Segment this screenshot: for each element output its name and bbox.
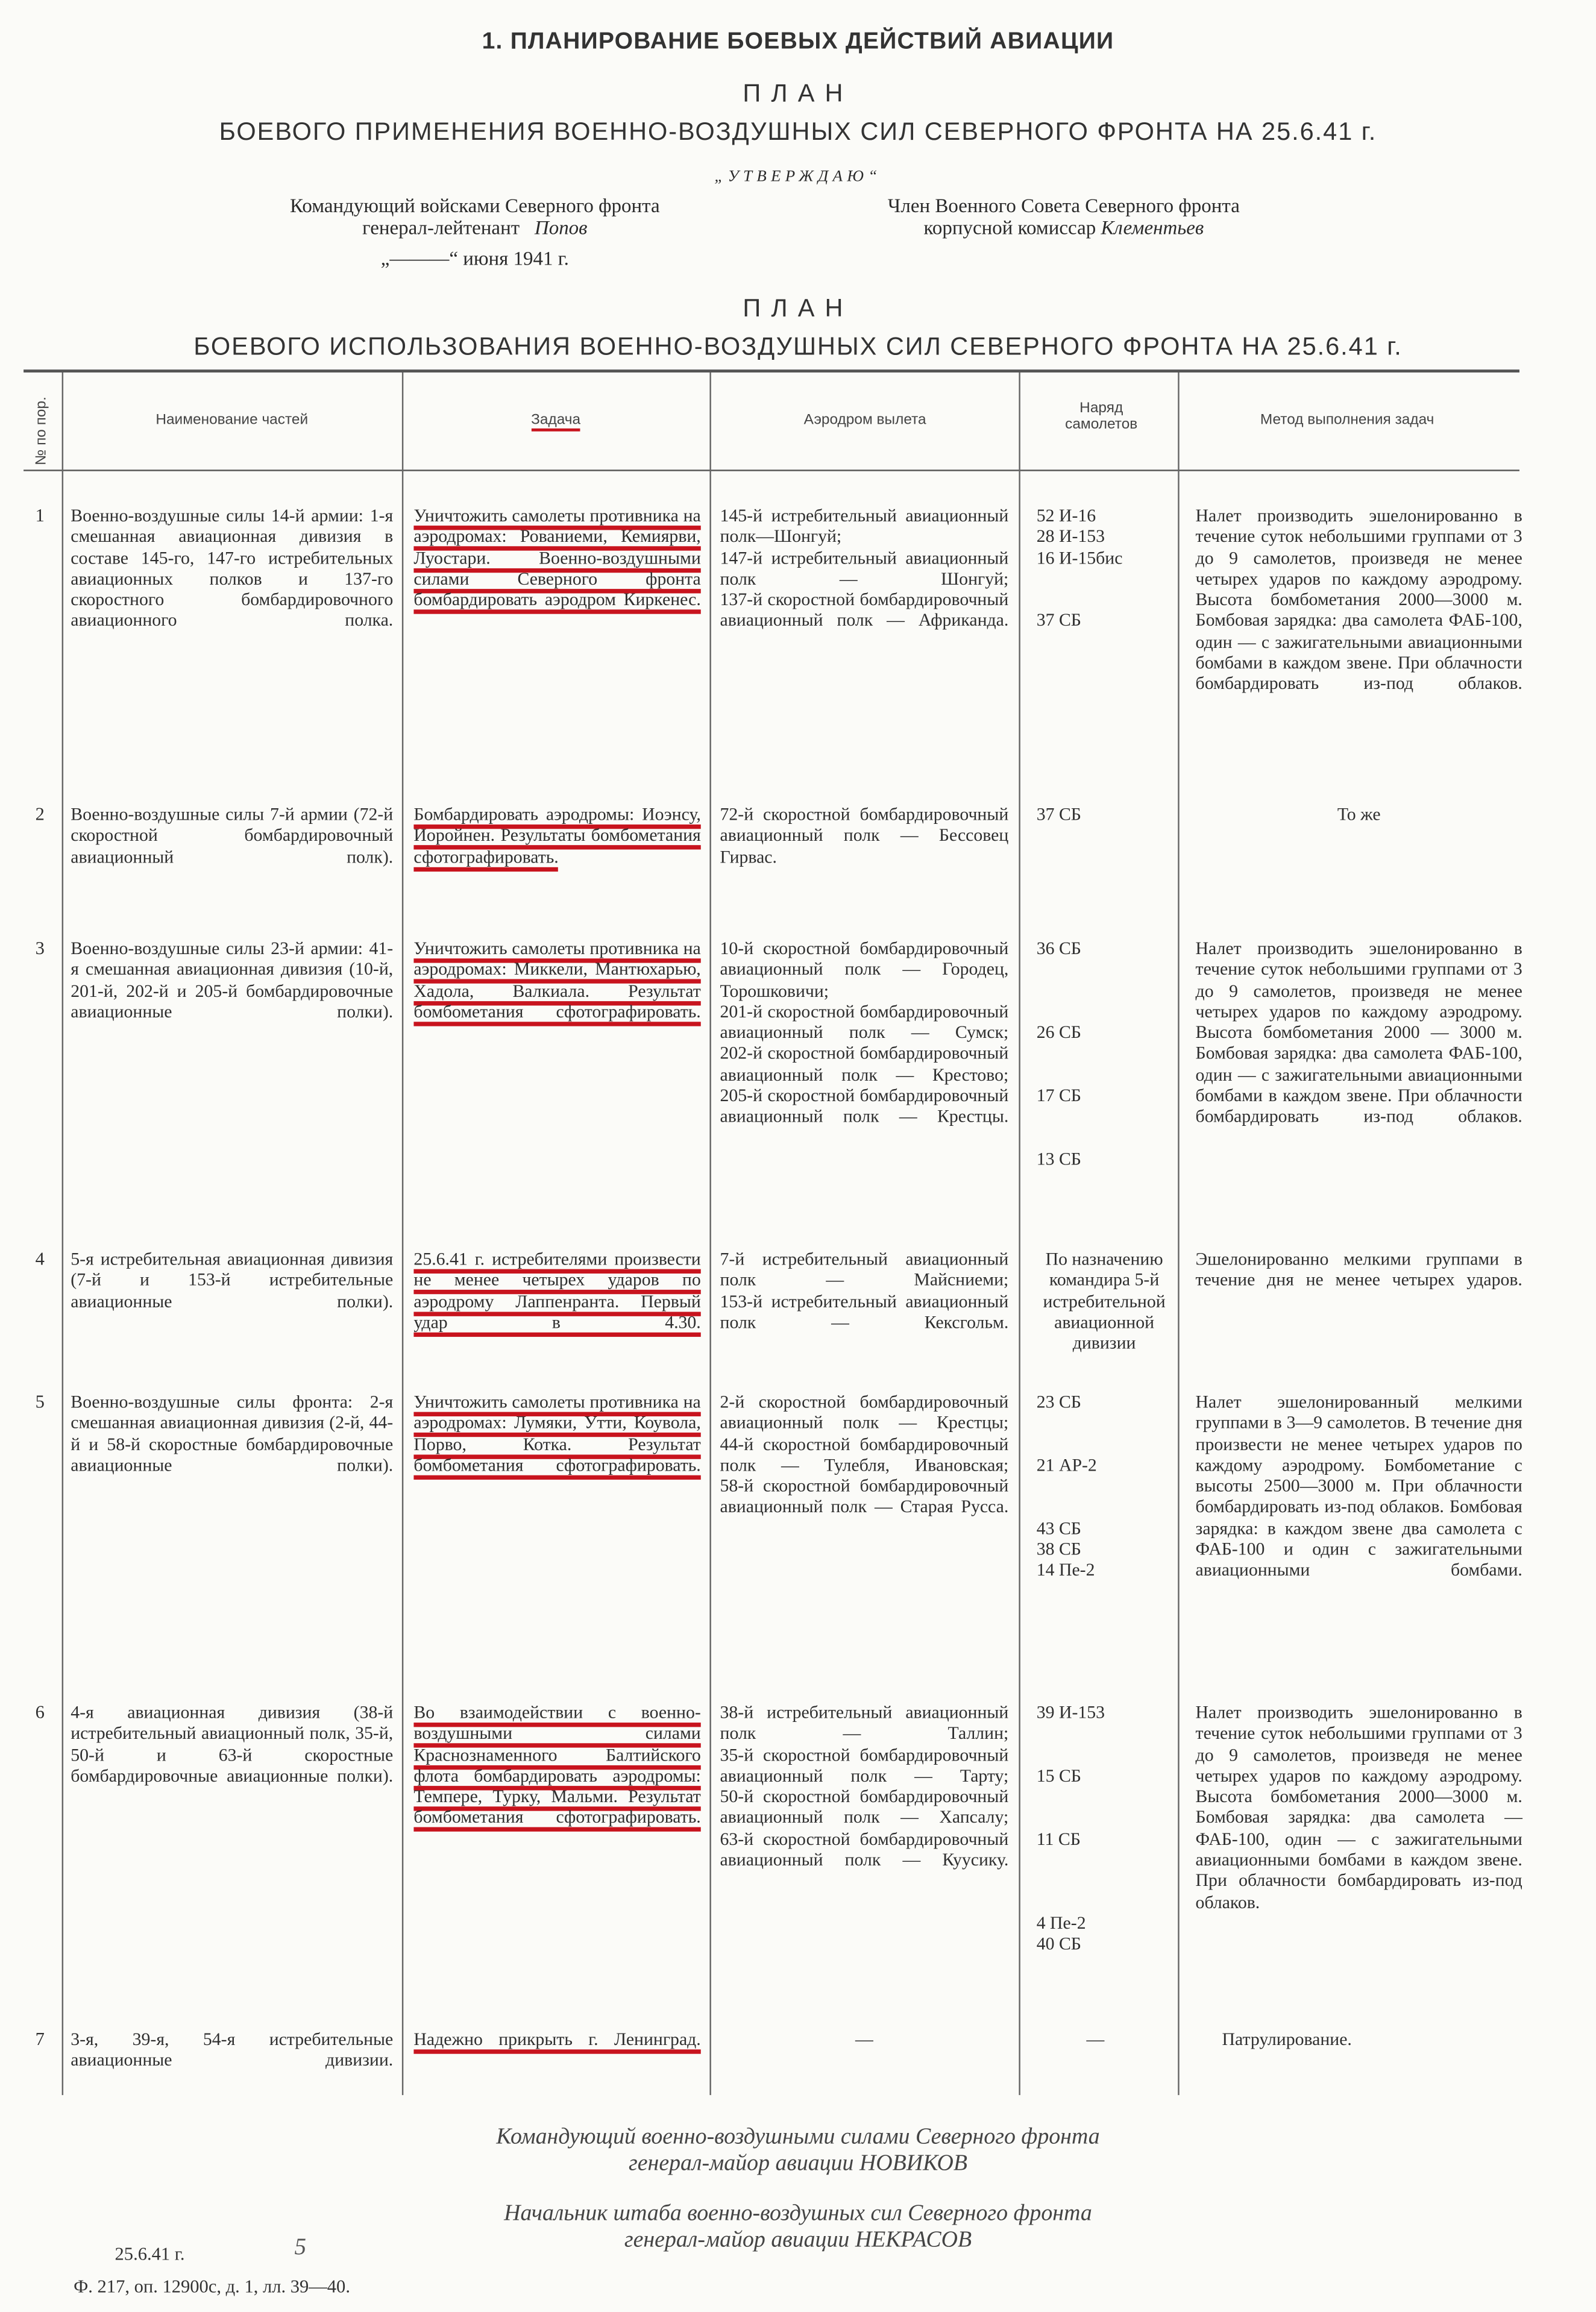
row-task-text: Бомбардировать аэродромы: Иоэнсу, Иоройнен. Результаты бомбометания сфотографировать. xyxy=(413,804,700,871)
row-airfield xyxy=(720,505,1009,632)
row-task xyxy=(413,1248,700,1333)
plan-heading: ПЛАН xyxy=(743,79,853,108)
aircraft-entry: 43 СБ xyxy=(1036,1517,1081,1539)
right-signer-name: Клементьев xyxy=(1101,216,1204,239)
airfield-line: 35-й скоростной бомбардировочный авиационный полк — Тарту; xyxy=(720,1744,1009,1786)
aircraft-entry: 36 СБ xyxy=(1036,938,1081,959)
aircraft-entry xyxy=(1037,1849,1172,1870)
aircraft-entry xyxy=(1037,1127,1172,1148)
aircraft-entry: 52 И-16 xyxy=(1036,504,1096,526)
aircraft-entry xyxy=(1037,568,1172,589)
airfield-line: 201-й скоростной бомбардировочный авиационный полк — Сумск; xyxy=(720,1001,1009,1043)
chief-of-staff-signature xyxy=(0,2201,1596,2254)
row-airfield xyxy=(720,804,1009,867)
row-units: 4-я авиационная дивизия (38-й истребительный авиационный полк, 35-й, 50-й и 63-й скоростные бомбардировочные авиационные полки). xyxy=(71,1701,394,1786)
row-number: 4 xyxy=(35,1248,45,1269)
row-number: 1 xyxy=(35,504,45,526)
table-header-rule xyxy=(24,470,1519,471)
col-header-task xyxy=(412,412,699,429)
aircraft-entry: 38 СБ xyxy=(1036,1538,1081,1560)
aircraft-entry xyxy=(1037,1001,1172,1022)
chief-of-staff-title: Начальник штаба военно-воздушных сил Северного фронта xyxy=(504,2200,1092,2226)
row-task-text: Надежно прикрыть г. Ленинград. xyxy=(413,2029,700,2054)
row-task-text: 25.6.41 г. истребителями произвести не менее четырех ударов по аэродрому Лаппенранта. Первый удар в 4.30. xyxy=(413,1248,700,1336)
aircraft-entry xyxy=(1037,1475,1172,1497)
airfield-line: 72-й скоростной бомбардировочный авиационный полк — Бессовец Гирвас. xyxy=(720,803,1009,867)
aircraft-entry: 16 И-15бис xyxy=(1036,547,1123,568)
col-divider-5 xyxy=(1178,372,1179,2095)
row-task xyxy=(413,1391,700,1475)
row-task xyxy=(413,938,700,1022)
aircraft-entry: 13 СБ xyxy=(1036,1148,1081,1169)
aircraft-entry xyxy=(1037,1744,1172,1765)
row-units: 3-я, 39-я, 54-я истребительные авиационные дивизии. xyxy=(71,2029,394,2071)
col-header-num: № по пор. xyxy=(34,397,51,465)
row-aircraft xyxy=(1037,1248,1172,1354)
row-task xyxy=(413,1702,700,1829)
row-method: Налет производить эшелонированно в течение суток небольшими группами от 3 до 9 самолетов, произведя не менее четырех ударов по каждому аэродрому. Высота бомбометания 2000—3000 м. Бомбовая зарядка: два самолета ФАБ-100, один — с зажигательными авиационными бомбами в каждом звене. При облачности бомбардировать из-под облаков. xyxy=(1195,504,1522,694)
col-divider-2 xyxy=(402,372,403,2095)
section-title: 1. ПЛАНИРОВАНИЕ БОЕВЫХ ДЕЙСТВИЙ АВИАЦИИ xyxy=(482,29,1114,55)
airfield-line: — xyxy=(855,2029,873,2050)
right-signer-rank: корпусной комиссар Клементьев xyxy=(923,216,1204,239)
row-aircraft xyxy=(1037,2029,1172,2050)
aircraft-entry xyxy=(1037,1497,1172,1518)
row-task-text: Уничтожить самолеты противника на аэродромах: Рованиеми, Кемиярви, Луостари. Военно-воздушными силами Северного фронта бомбардировать аэродром Киркенес. xyxy=(413,505,700,614)
col-header-method: Метод выполнения задач xyxy=(1260,412,1434,429)
commander-rank: генерал-майор авиации НОВИКОВ xyxy=(628,2150,967,2176)
aircraft-entry xyxy=(1037,589,1172,611)
aircraft-entry xyxy=(1037,1891,1172,1912)
approval-date: „———“ июня 1941 г. xyxy=(380,247,569,270)
airfield-line: 153-й истребительный авиационный полк — Кексгольм. xyxy=(720,1290,1009,1333)
aircraft-entry: 37 СБ xyxy=(1036,610,1081,631)
row-task-text: Уничтожить самолеты противника на аэродромах: Лумяки, Утти, Коувола, Порво, Котка. Результат бомбометания сфотографировать. xyxy=(413,1391,700,1479)
row-number: 5 xyxy=(35,1391,45,1412)
airfield-line: 137-й скоростной бомбардировочный авиационный полк — Африканда. xyxy=(720,589,1009,631)
airfield-line: 58-й скоростной бомбардировочный авиационный полк — Старая Русса. xyxy=(720,1475,1009,1518)
aircraft-entry xyxy=(1037,1870,1172,1891)
row-method: То же xyxy=(1337,803,1381,825)
airfield-line: 145-й истребительный авиационный полк—Шонгуй; xyxy=(720,504,1009,547)
airfield-line: 202-й скоростной бомбардировочный авиационный полк — Крестово; xyxy=(720,1043,1009,1085)
left-signer-name: Попов xyxy=(534,216,588,239)
col-header-aircraft: Наряд самолетов xyxy=(1065,400,1138,433)
aircraft-entry xyxy=(1037,1807,1172,1828)
row-task-text: Уничтожить самолеты противника на аэродромах: Миккели, Мантюхарью, Хадола, Валкиала. Результат бомбометания сфотографировать. xyxy=(413,938,700,1026)
row-aircraft xyxy=(1037,938,1172,1169)
row-task xyxy=(413,2029,700,2050)
row-method: Налет производить эшелонированно в течение суток небольшими группами от 3 до 9 самолетов, произведя не менее четырех ударов по каждому аэродрому. Высота бомбометания 2000—3000 м. Бомбовая зарядка: два самолета — ФАБ-100, один — с зажигательными авиационными бомбами в каждом звене. При облачности бомбардировать из-под облаков. xyxy=(1195,1701,1522,1912)
row-method: Налет производить эшелонированно в течение суток небольшими группами от 3 до 9 самолетов, произведя не менее четырех ударов по каждому аэродрому. Высота бомбометания 2000 — 3000 м. Бомбовая зарядка: два самолета ФАБ-100, один — с зажигательными авиационными бомбами в каждом звене. При облачности бомбардировать из-под облаков. xyxy=(1195,938,1522,1127)
row-method: Патрулирование. xyxy=(1222,2029,1352,2050)
row-number: 3 xyxy=(35,938,45,959)
row-airfield xyxy=(720,1248,1009,1333)
col-divider-1 xyxy=(62,372,63,2095)
commander-title: Командующий военно-воздушными силами Северного фронта xyxy=(496,2124,1100,2150)
aircraft-entry: 23 СБ xyxy=(1036,1391,1081,1412)
col-divider-3 xyxy=(709,372,711,2095)
aircraft-entry: По назначению командира 5-й истребительной авиационной дивизии xyxy=(1043,1248,1166,1354)
row-aircraft xyxy=(1037,505,1172,632)
handwritten-mark: 5 xyxy=(294,2235,307,2260)
aircraft-entry: — xyxy=(1086,2029,1105,2050)
row-method: Налет эшелонированный мелкими группами в 3—9 самолетов. В течение дня произвести не менее четырех ударов по каждому аэродрому. Бомбометание с высоты 2500—3000 м. При облачности бомбардировать из-под облаков. Бомбовая зарядка: в каждом звене два самолета с ФАБ-100 и один с зажигательными авиационными бомбами. xyxy=(1195,1391,1522,1581)
aircraft-entry: 28 И-153 xyxy=(1036,526,1105,547)
row-aircraft xyxy=(1037,804,1172,825)
plan-heading-2: ПЛАН xyxy=(743,294,853,322)
aircraft-entry xyxy=(1037,1064,1172,1085)
aircraft-entry xyxy=(1037,1043,1172,1064)
row-task-text: Во взаимодействии с военно-воздушными силами Краснознаменного Балтийского флота бомбардировать аэродромы: Темпере, Турку, Мальми. Результат бомбометания сфотографировать. xyxy=(413,1702,700,1832)
left-signer xyxy=(221,194,729,238)
chief-of-staff-rank: генерал-майор авиации НЕКРАСОВ xyxy=(624,2227,972,2253)
table-top-rule xyxy=(24,369,1519,372)
row-method: Эшелонированно мелкими группами в течение дня не менее четырех ударов. xyxy=(1195,1248,1522,1290)
airfield-line: 38-й истребительный авиационный полк — Таллин; xyxy=(720,1701,1009,1744)
aircraft-entry: 21 АР-2 xyxy=(1036,1454,1097,1475)
airfield-line: 10-й скоростной бомбардировочный авиационный полк — Городец, Торошковичи; xyxy=(720,938,1009,1001)
aircraft-entry xyxy=(1037,1723,1172,1744)
aircraft-entry xyxy=(1037,1412,1172,1433)
row-airfield xyxy=(720,938,1009,1127)
aircraft-entry: 17 СБ xyxy=(1036,1085,1081,1106)
airfield-line: 44-й скоростной бомбардировочный полк — Тулебля, Ивановская; xyxy=(720,1433,1009,1475)
row-airfield xyxy=(720,2029,1009,2050)
airfield-line: 205-й скоростной бомбардировочный авиационный полк — Крестцы. xyxy=(720,1085,1009,1127)
right-signer xyxy=(817,194,1310,238)
aircraft-entry: 15 СБ xyxy=(1036,1765,1081,1786)
col-header-units: Наименование частей xyxy=(156,412,309,429)
row-aircraft xyxy=(1037,1702,1172,1955)
right-signer-title: Член Военного Совета Северного фронта xyxy=(887,194,1240,217)
airfield-line: 63-й скоростной бомбардировочный авиационный полк — Куусику. xyxy=(720,1828,1009,1870)
left-signer-rank: генерал-лейтенант Попов xyxy=(362,216,588,239)
row-units: Военно-воздушные силы фронта: 2-я смешанная авиационная дивизия (2-й, 44-й и 58-й скоростные бомбардировочные авиационные полки). xyxy=(71,1391,394,1475)
plan-subtitle-2: БОЕВОГО ИСПОЛЬЗОВАНИЯ ВОЕННО-ВОЗДУШНЫХ СИЛ СЕВЕРНОГО ФРОНТА НА 25.6.41 г. xyxy=(193,333,1403,361)
airfield-line: 7-й истребительный авиационный полк — Майсниеми; xyxy=(720,1248,1009,1290)
row-number: 2 xyxy=(35,803,45,825)
aircraft-entry: 11 СБ xyxy=(1036,1828,1081,1849)
row-task xyxy=(413,505,700,611)
col-header-airfield: Аэродром вылета xyxy=(803,412,926,429)
left-signer-title: Командующий войсками Северного фронта xyxy=(290,194,660,217)
aircraft-entry: 39 И-153 xyxy=(1036,1701,1105,1723)
row-airfield xyxy=(720,1391,1009,1518)
aircraft-entry: 37 СБ xyxy=(1036,803,1081,825)
aircraft-entry xyxy=(1037,1433,1172,1454)
approve-label: „УТВЕРЖДАЮ“ xyxy=(714,168,882,186)
aircraft-entry xyxy=(1037,1106,1172,1127)
aircraft-entry xyxy=(1037,980,1172,1001)
commander-signature xyxy=(0,2125,1596,2178)
row-task xyxy=(413,804,700,867)
airfield-line: 2-й скоростной бомбардировочный авиационный полк — Крестцы; xyxy=(720,1391,1009,1433)
plan-subtitle: БОЕВОГО ПРИМЕНЕНИЯ ВОЕННО-ВОЗДУШНЫХ СИЛ СЕВЕРНОГО ФРОНТА НА 25.6.41 г. xyxy=(219,118,1377,146)
row-number: 6 xyxy=(35,1701,45,1723)
document-date: 25.6.41 г. xyxy=(115,2243,185,2265)
aircraft-entry xyxy=(1037,1786,1172,1808)
aircraft-entry: 4 Пе-2 xyxy=(1036,1912,1086,1933)
row-units: Военно-воздушные силы 14-й армии: 1-я смешанная авиационная дивизия в составе 145-го, 147-го истребительных авиационных полков и 137-го скоростного бомбардировочного авиационного полка. xyxy=(71,504,394,631)
aircraft-entry xyxy=(1037,959,1172,980)
aircraft-entry: 26 СБ xyxy=(1036,1022,1081,1043)
row-units: 5-я истребительная авиационная дивизия (7-й и 153-й истребительные авиационные полки). xyxy=(71,1248,394,1311)
row-units: Военно-воздушные силы 23-й армии: 41-я смешанная авиационная дивизия (10-й, 201-й, 202-й и 205-й бомбардировочные авиационные полки). xyxy=(71,938,394,1022)
row-number: 7 xyxy=(35,2029,45,2050)
row-airfield xyxy=(720,1702,1009,1870)
archive-source: Ф. 217, оп. 12900с, д. 1, лл. 39—40. xyxy=(74,2276,350,2297)
col-divider-4 xyxy=(1019,372,1020,2095)
airfield-line: 147-й истребительный авиационный полк — Шонгуй; xyxy=(720,547,1009,589)
row-aircraft xyxy=(1037,1391,1172,1580)
aircraft-entry: 14 Пе-2 xyxy=(1036,1559,1095,1581)
col-header-task-text: Задача xyxy=(531,412,580,432)
row-units: Военно-воздушные силы 7-й армии (72-й скоростной бомбардировочный авиационный полк). xyxy=(71,803,394,867)
airfield-line: 50-й скоростной бомбардировочный авиационный полк — Хапсалу; xyxy=(720,1786,1009,1828)
aircraft-entry: 40 СБ xyxy=(1036,1933,1081,1955)
